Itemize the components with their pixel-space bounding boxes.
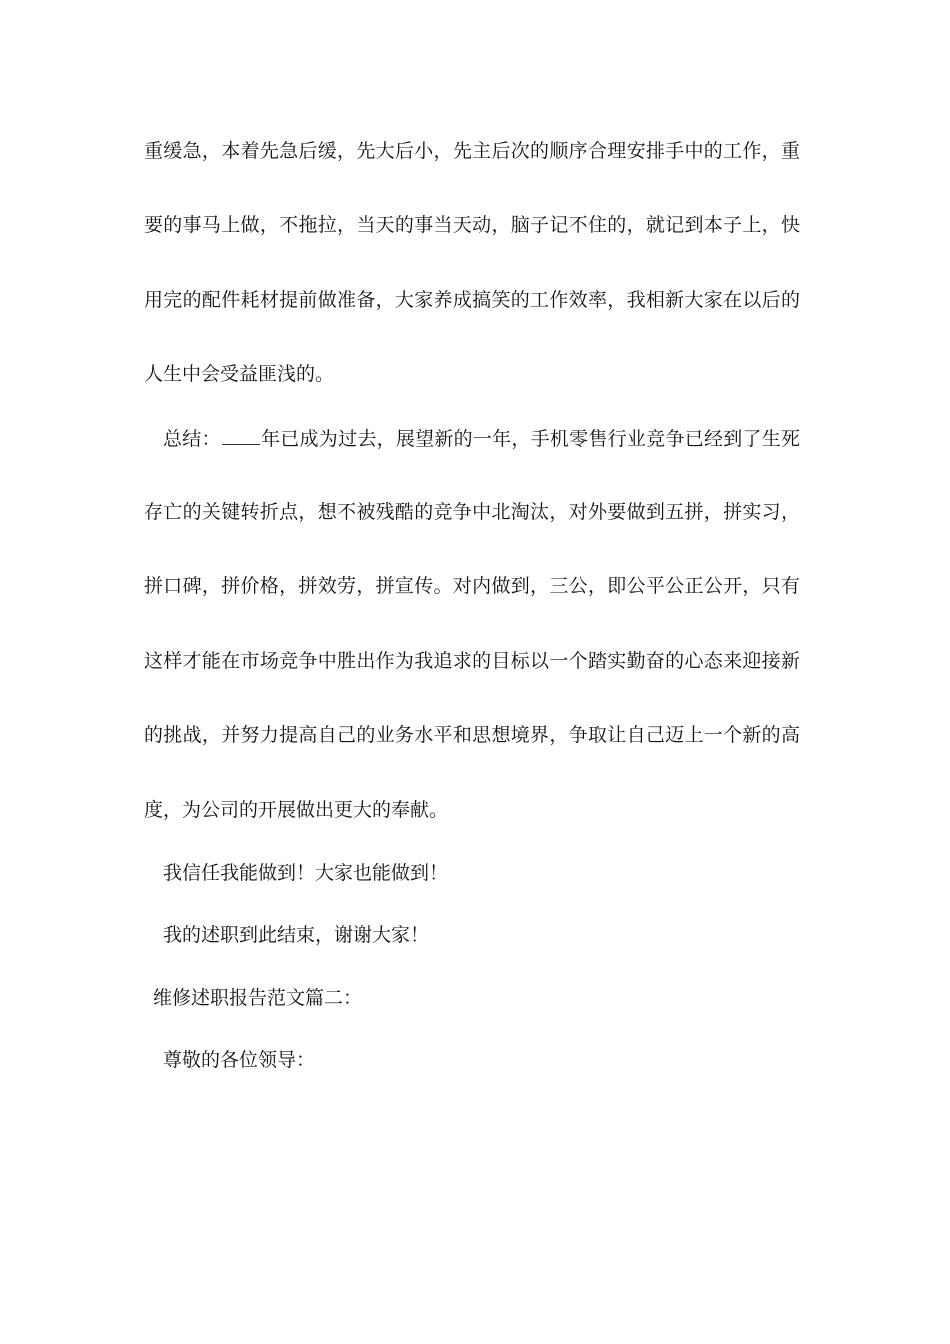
closing-line: 我的述职到此结束，谢谢大家！	[163, 924, 430, 946]
section-title: 维修述职报告范文篇二：	[153, 987, 363, 1009]
paragraph-line: 度，为公司的开展做出更大的奉献。	[144, 799, 449, 821]
paragraph-line: 的挑战，并努力提高自己的业务水平和思想境界，争取让自己迈上一个新的高	[144, 724, 800, 746]
blank-underline	[222, 426, 260, 445]
paragraph-line: 这样才能在市场竞争中胜出作为我追求的目标以一个踏实勤奋的心态来迎接新	[144, 650, 800, 672]
paragraph-line: 拼口碑，拼价格，拼效劳，拼宣传。对内做到，三公，即公平公正公开，只有	[144, 575, 800, 597]
salutation: 尊敬的各位领导：	[163, 1049, 316, 1071]
confidence-line: 我信任我能做到！大家也能做到！	[163, 862, 449, 884]
summary-label: 总结：	[163, 428, 221, 450]
paragraph-line: 人生中会受益匪浅的。	[144, 363, 335, 385]
paragraph-line: 重缓急，本着先急后缓，先大后小，先主后次的顺序合理安排手中的工作，重	[144, 140, 800, 162]
summary-text: 年已成为过去，展望新的一年，手机零售行业竞争已经到了生死	[260, 428, 800, 450]
paragraph-line: 用完的配件耗材提前做准备，大家养成搞笑的工作效率，我相新大家在以后的	[144, 289, 800, 311]
summary-line	[163, 426, 800, 451]
paragraph-line: 要的事马上做，不拖拉，当天的事当天动，脑子记不住的，就记到本子上，快	[144, 214, 800, 236]
paragraph-line: 存亡的关键转折点，想不被残酷的竞争中北淘汰，对外要做到五拼，拼实习，	[144, 501, 800, 523]
